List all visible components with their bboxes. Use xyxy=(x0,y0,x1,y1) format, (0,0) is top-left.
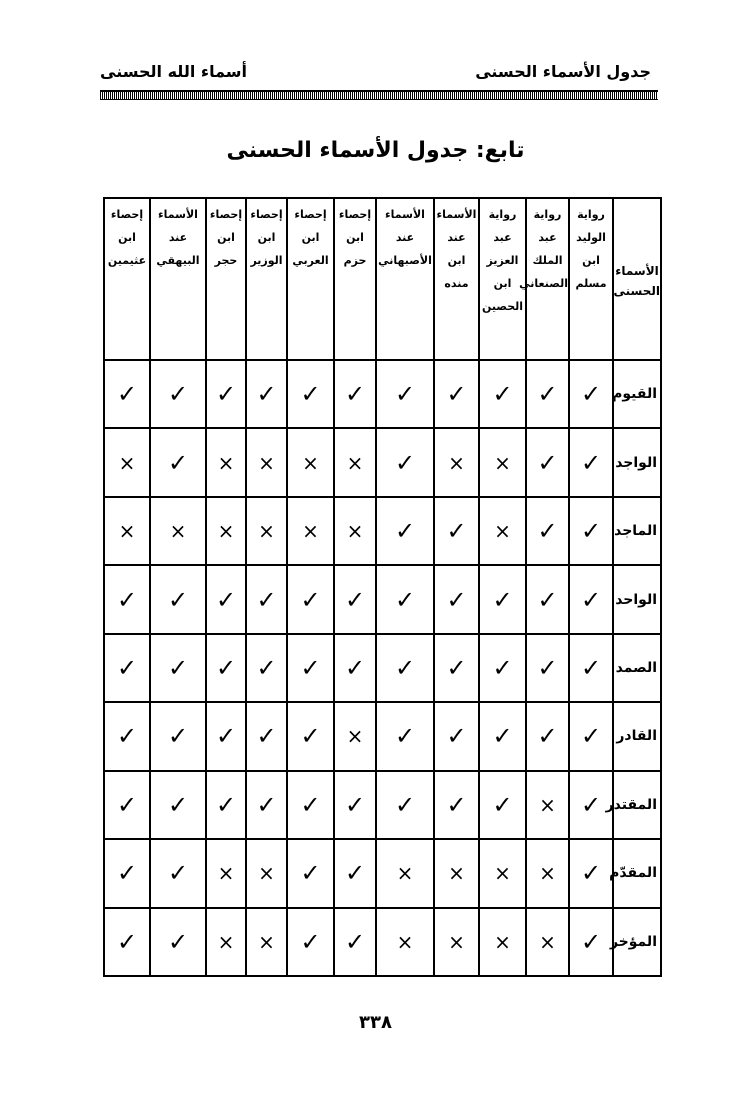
source-column-header xyxy=(569,198,613,360)
cross-mark-cell: × xyxy=(246,839,287,907)
header-word: إحصاء xyxy=(110,208,144,221)
check-mark-cell: ✓ xyxy=(434,497,479,565)
check-mark-cell: ✓ xyxy=(334,771,376,839)
check-mark-cell: ✓ xyxy=(376,428,434,496)
header-word: مسلم xyxy=(575,277,607,290)
header-word: ابن xyxy=(346,231,364,244)
header-word: منده xyxy=(444,277,469,290)
header-word: الصنعاني xyxy=(519,277,568,290)
header-word: عند xyxy=(447,231,466,244)
check-mark-cell: ✓ xyxy=(569,497,613,565)
cross-mark-cell: × xyxy=(150,497,206,565)
table-row xyxy=(104,771,661,839)
check-mark-cell: ✓ xyxy=(376,634,434,702)
check-mark-cell: ✓ xyxy=(526,565,569,633)
header-word: عبد xyxy=(538,231,557,244)
check-mark-cell: ✓ xyxy=(526,497,569,565)
running-header-right: جدول الأسماء الحسنى xyxy=(475,62,651,81)
check-mark-cell: ✓ xyxy=(526,634,569,702)
table-row xyxy=(104,908,661,977)
check-mark-cell: ✓ xyxy=(434,634,479,702)
check-mark-cell: ✓ xyxy=(569,839,613,907)
check-mark-cell: ✓ xyxy=(376,497,434,565)
check-mark-cell: ✓ xyxy=(526,702,569,770)
header-word: عند xyxy=(395,231,415,244)
cross-mark-cell: × xyxy=(479,839,526,907)
cross-mark-cell: × xyxy=(434,839,479,907)
header-word: الأسماء xyxy=(385,208,425,221)
cross-mark-cell: × xyxy=(334,428,376,496)
page-title: تابع: جدول الأسماء الحسنى xyxy=(226,138,525,163)
table-header-row xyxy=(104,198,661,360)
header-word: الحسنى xyxy=(613,284,660,298)
divine-name-cell: المقتدر xyxy=(613,771,661,839)
check-mark-cell: ✓ xyxy=(150,634,206,702)
check-mark-cell: ✓ xyxy=(376,360,434,428)
check-mark-cell: ✓ xyxy=(104,771,150,839)
check-mark-cell: ✓ xyxy=(104,702,150,770)
source-column-header xyxy=(246,198,287,360)
check-mark-cell: ✓ xyxy=(479,565,526,633)
check-mark-cell: ✓ xyxy=(287,634,334,702)
check-mark-cell: ✓ xyxy=(569,771,613,839)
check-mark-cell: ✓ xyxy=(246,565,287,633)
cross-mark-cell: × xyxy=(206,908,246,977)
check-mark-cell: ✓ xyxy=(376,702,434,770)
check-mark-cell: ✓ xyxy=(334,360,376,428)
divine-name-cell: القيوم xyxy=(613,360,661,428)
table-row xyxy=(104,360,661,428)
source-column-header xyxy=(376,198,434,360)
cross-mark-cell: × xyxy=(206,497,246,565)
cross-mark-cell: × xyxy=(526,908,569,977)
table-row xyxy=(104,634,661,702)
check-mark-cell: ✓ xyxy=(104,839,150,907)
check-mark-cell: ✓ xyxy=(150,839,206,907)
cross-mark-cell: × xyxy=(526,839,569,907)
check-mark-cell: ✓ xyxy=(150,771,206,839)
check-mark-cell: ✓ xyxy=(206,702,246,770)
check-mark-cell: ✓ xyxy=(104,360,150,428)
cross-mark-cell: × xyxy=(206,839,246,907)
cross-mark-cell: × xyxy=(479,497,526,565)
check-mark-cell: ✓ xyxy=(287,565,334,633)
cross-mark-cell: × xyxy=(246,908,287,977)
divine-name-cell: الواجد xyxy=(613,428,661,496)
cross-mark-cell: × xyxy=(206,428,246,496)
header-word: عبد xyxy=(493,231,512,244)
check-mark-cell: ✓ xyxy=(479,360,526,428)
table-row xyxy=(104,497,661,565)
header-word: الوزير xyxy=(250,254,283,267)
check-mark-cell: ✓ xyxy=(246,360,287,428)
check-mark-cell: ✓ xyxy=(150,565,206,633)
header-word: عند xyxy=(168,231,188,244)
header-word: الأسماء xyxy=(436,208,477,221)
check-mark-cell: ✓ xyxy=(246,634,287,702)
check-mark-cell: ✓ xyxy=(479,702,526,770)
header-word: حزم xyxy=(343,254,367,267)
header-word: الوليد xyxy=(576,231,606,244)
check-mark-cell: ✓ xyxy=(479,771,526,839)
header-word: ابن xyxy=(118,231,136,244)
cross-mark-cell: × xyxy=(376,908,434,977)
check-mark-cell: ✓ xyxy=(287,771,334,839)
header-word: الأسماء xyxy=(615,264,659,278)
check-mark-cell: ✓ xyxy=(569,908,613,977)
header-word: إحصاء xyxy=(294,208,327,221)
header-word: الحصين xyxy=(481,300,524,313)
cross-mark-cell: × xyxy=(246,497,287,565)
header-word: ابن xyxy=(447,254,466,267)
header-word: حجر xyxy=(214,254,238,267)
check-mark-cell: ✓ xyxy=(434,360,479,428)
check-mark-cell: ✓ xyxy=(206,360,246,428)
check-mark-cell: ✓ xyxy=(206,771,246,839)
header-word: رواية xyxy=(533,208,562,221)
check-mark-cell: ✓ xyxy=(206,634,246,702)
check-mark-cell: ✓ xyxy=(287,839,334,907)
check-mark-cell: ✓ xyxy=(434,771,479,839)
cross-mark-cell: × xyxy=(334,497,376,565)
header-word: البيهقي xyxy=(156,254,200,267)
cross-mark-cell: × xyxy=(287,497,334,565)
cross-mark-cell: × xyxy=(104,497,150,565)
cross-mark-cell: × xyxy=(526,771,569,839)
names-table xyxy=(103,197,662,977)
check-mark-cell: ✓ xyxy=(150,702,206,770)
divine-name-cell: الماجد xyxy=(613,497,661,565)
check-mark-cell: ✓ xyxy=(246,771,287,839)
divine-name-cell: الصمد xyxy=(613,634,661,702)
header-word: إحصاء xyxy=(209,208,243,221)
header-word: إحصاء xyxy=(250,208,283,221)
cross-mark-cell: × xyxy=(434,908,479,977)
header-word: إحصاء xyxy=(338,208,372,221)
check-mark-cell: ✓ xyxy=(434,565,479,633)
check-mark-cell: ✓ xyxy=(526,428,569,496)
check-mark-cell: ✓ xyxy=(287,360,334,428)
source-column-header xyxy=(519,198,569,360)
check-mark-cell: ✓ xyxy=(334,908,376,977)
divine-name-cell: المؤخر xyxy=(613,908,661,977)
check-mark-cell: ✓ xyxy=(376,565,434,633)
source-column-header xyxy=(287,198,334,360)
check-mark-cell: ✓ xyxy=(104,908,150,977)
header-word: العربي xyxy=(292,254,329,267)
table-row xyxy=(104,839,661,907)
divine-name-cell: الواحد xyxy=(613,565,661,633)
check-mark-cell: ✓ xyxy=(104,565,150,633)
header-word: العزيز xyxy=(486,254,519,267)
source-column-header xyxy=(150,198,206,360)
header-rule xyxy=(100,90,658,100)
cross-mark-cell: × xyxy=(287,428,334,496)
table-row xyxy=(104,565,661,633)
header-word: الأصبهاني xyxy=(378,254,432,267)
check-mark-cell: ✓ xyxy=(569,428,613,496)
page-number: ٣٣٨ xyxy=(359,1012,392,1033)
check-mark-cell: ✓ xyxy=(150,428,206,496)
cross-mark-cell: × xyxy=(334,702,376,770)
cross-mark-cell: × xyxy=(104,428,150,496)
check-mark-cell: ✓ xyxy=(434,702,479,770)
header-word: ابن xyxy=(493,277,512,290)
cross-mark-cell: × xyxy=(376,839,434,907)
cross-mark-cell: × xyxy=(434,428,479,496)
header-word: ابن xyxy=(301,231,320,244)
cross-mark-cell: × xyxy=(246,428,287,496)
divine-name-cell: المقدّم xyxy=(613,839,661,907)
divine-name-cell: القادر xyxy=(613,702,661,770)
check-mark-cell: ✓ xyxy=(569,634,613,702)
check-mark-cell: ✓ xyxy=(206,565,246,633)
check-mark-cell: ✓ xyxy=(376,771,434,839)
header-word: رواية xyxy=(577,208,605,221)
source-column-header xyxy=(334,198,376,360)
header-word: الملك xyxy=(532,254,563,267)
source-column-header xyxy=(434,198,479,360)
check-mark-cell: ✓ xyxy=(334,839,376,907)
header-word: رواية xyxy=(488,208,517,221)
header-word: ابن xyxy=(582,254,600,267)
check-mark-cell: ✓ xyxy=(150,908,206,977)
name-column-header xyxy=(613,198,661,360)
header-word: عثيمين xyxy=(107,254,147,267)
running-header-left: أسماء الله الحسنى xyxy=(100,62,248,81)
header-word: ابن xyxy=(257,231,276,244)
check-mark-cell: ✓ xyxy=(569,565,613,633)
check-mark-cell: ✓ xyxy=(287,702,334,770)
table-body xyxy=(104,360,661,976)
check-mark-cell: ✓ xyxy=(569,702,613,770)
header-word: ابن xyxy=(217,231,235,244)
table-row xyxy=(104,702,661,770)
cross-mark-cell: × xyxy=(479,428,526,496)
source-column-header xyxy=(206,198,246,360)
check-mark-cell: ✓ xyxy=(104,634,150,702)
header-word: الأسماء xyxy=(158,208,198,221)
table-row xyxy=(104,428,661,496)
source-column-header xyxy=(104,198,150,360)
check-mark-cell: ✓ xyxy=(150,360,206,428)
cross-mark-cell: × xyxy=(479,908,526,977)
check-mark-cell: ✓ xyxy=(334,565,376,633)
check-mark-cell: ✓ xyxy=(334,634,376,702)
check-mark-cell: ✓ xyxy=(479,634,526,702)
check-mark-cell: ✓ xyxy=(287,908,334,977)
check-mark-cell: ✓ xyxy=(246,702,287,770)
check-mark-cell: ✓ xyxy=(569,360,613,428)
check-mark-cell: ✓ xyxy=(526,360,569,428)
